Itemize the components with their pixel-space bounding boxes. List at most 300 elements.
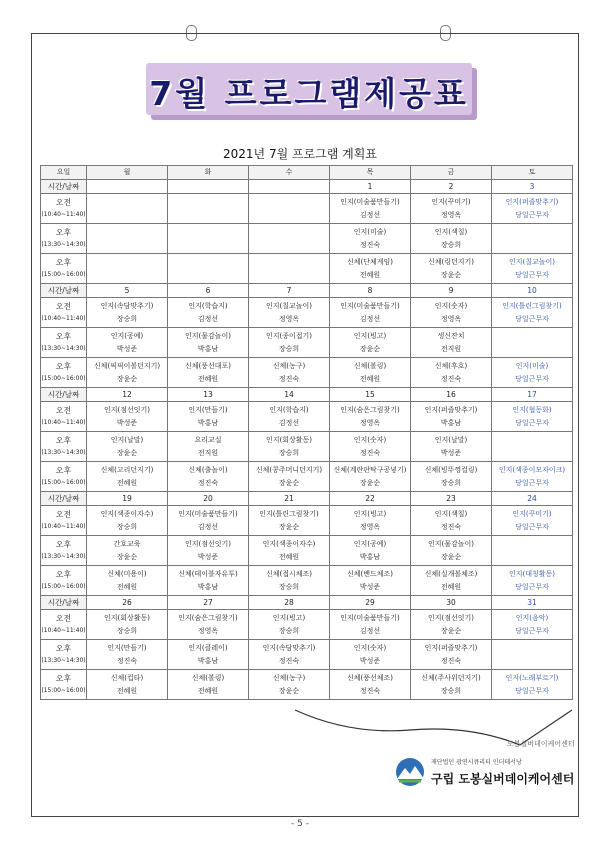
- slot-row: [41, 432, 573, 462]
- program-cell: [492, 194, 573, 224]
- program-activity: 인지(빙고): [353, 509, 387, 518]
- program-teacher: 장윤순: [359, 478, 381, 487]
- slot-label: [41, 402, 87, 432]
- slot-label: [41, 298, 87, 328]
- program-teacher: 정진숙: [440, 374, 462, 383]
- program-teacher: 김정선: [359, 314, 381, 323]
- program-teacher: 정진숙: [197, 478, 219, 487]
- program-activity: 인지(숨은그림찾기): [178, 613, 238, 622]
- program-cell: [411, 402, 492, 432]
- date-cell: 29: [330, 596, 411, 610]
- program-activity: 인지(점선잇기): [103, 405, 151, 414]
- program-teacher: 박성준: [116, 418, 138, 427]
- banner-title: 7월 프로그램제공표: [149, 74, 469, 113]
- slot-label: [41, 640, 87, 670]
- date-row-label: 시간/날짜: [41, 180, 87, 194]
- program-activity: 인지(퍼즐맞추기): [505, 197, 559, 206]
- date-cell: 28: [249, 596, 330, 610]
- program-activity: 인지(날말): [110, 435, 144, 444]
- program-cell: [87, 298, 168, 328]
- program-cell: [492, 328, 573, 358]
- program-cell: [87, 610, 168, 640]
- program-activity: 인지(음악): [515, 613, 549, 622]
- date-cell: 17: [492, 388, 573, 402]
- date-row: [41, 492, 573, 506]
- program-teacher: 장윤순: [278, 522, 300, 531]
- program-activity: 인지(회상활동): [265, 435, 313, 444]
- program-teacher: 박성준: [440, 448, 462, 457]
- program-teacher: 당일근무자: [515, 374, 549, 383]
- program-cell: [249, 610, 330, 640]
- program-teacher: 당일근무자: [515, 686, 549, 695]
- program-teacher: 전혜원: [278, 552, 300, 561]
- program-activity: 간호교육: [113, 539, 141, 548]
- date-cell: 13: [168, 388, 249, 402]
- date-cell: 24: [492, 492, 573, 506]
- slot-label: [41, 432, 87, 462]
- program-cell: [87, 224, 168, 254]
- slot-name: 오후: [55, 644, 72, 653]
- program-teacher: 정영옥: [440, 314, 462, 323]
- date-cell: 19: [87, 492, 168, 506]
- header-day: 수: [249, 166, 330, 180]
- program-teacher: 장윤순: [116, 374, 138, 383]
- slot-row: [41, 462, 573, 492]
- program-activity: 인지(미술): [515, 361, 549, 370]
- program-activity: 신체(풍선체조): [346, 673, 394, 682]
- date-row: [41, 388, 573, 402]
- date-row-label: 시간/날짜: [41, 284, 87, 298]
- program-teacher: 박성준: [197, 552, 219, 561]
- slot-row: [41, 610, 573, 640]
- date-cell: [168, 180, 249, 194]
- slot-name: 오후: [55, 332, 72, 341]
- header-day: 목: [330, 166, 411, 180]
- program-cell: [411, 254, 492, 284]
- program-teacher: 전직원: [197, 448, 219, 457]
- program-teacher: 당일근무자: [515, 210, 549, 219]
- slot-row: [41, 328, 573, 358]
- slot-name: 오전: [55, 510, 72, 519]
- slot-time: (15:00~16:00): [41, 271, 86, 278]
- program-cell: [249, 506, 330, 536]
- program-activity: 신체(접시체조): [265, 569, 313, 578]
- slot-row: [41, 194, 573, 224]
- program-cell: [87, 640, 168, 670]
- date-row-label: 시간/날짜: [41, 388, 87, 402]
- date-cell: 3: [492, 180, 573, 194]
- program-teacher: 김정선: [197, 314, 219, 323]
- program-teacher: 김정선: [359, 626, 381, 635]
- slot-row: [41, 506, 573, 536]
- slot-name: 오전: [55, 302, 72, 311]
- program-activity: 신체(볼링): [353, 361, 387, 370]
- program-activity: 신체(단체게임): [346, 257, 394, 266]
- program-teacher: 당일근무자: [515, 582, 549, 591]
- page-number: - 5 -: [291, 819, 309, 829]
- program-activity: 신체(출놀이): [188, 465, 228, 474]
- program-cell: [411, 462, 492, 492]
- program-teacher: 장승희: [116, 522, 138, 531]
- program-teacher: 장승희: [278, 626, 300, 635]
- header-day: 금: [411, 166, 492, 180]
- program-activity: 생신잔치: [437, 331, 465, 340]
- program-activity: 인지(노래부르기): [505, 673, 559, 682]
- program-activity: 신체(볼링): [191, 673, 225, 682]
- program-activity: 신체(주사위던지기): [421, 673, 481, 682]
- slot-row: [41, 566, 573, 596]
- program-cell: [87, 358, 168, 388]
- slot-name: 오후: [55, 466, 72, 475]
- program-cell: [492, 506, 573, 536]
- program-activity: 인지(학습지): [269, 405, 309, 414]
- program-teacher: 전혜원: [116, 686, 138, 695]
- program-activity: 인지(미술품만들기): [340, 613, 400, 622]
- program-cell: [492, 566, 573, 596]
- slot-label: [41, 462, 87, 492]
- program-cell: [168, 566, 249, 596]
- program-activity: 인지(공예): [353, 539, 387, 548]
- program-activity: 인지(꾸미기): [512, 509, 552, 518]
- program-cell: [411, 298, 492, 328]
- program-teacher: 정영옥: [359, 522, 381, 531]
- program-cell: [87, 432, 168, 462]
- program-activity: 인지(빙고): [353, 331, 387, 340]
- date-cell: 26: [87, 596, 168, 610]
- program-activity: 신체(후호): [434, 361, 468, 370]
- slot-name: 오후: [55, 436, 72, 445]
- program-cell: [330, 506, 411, 536]
- program-activity: 인지(숫자): [353, 643, 387, 652]
- program-teacher: 장승희: [440, 240, 462, 249]
- program-teacher: 전혜원: [197, 374, 219, 383]
- date-row-label: 시간/날짜: [41, 596, 87, 610]
- header-row: [41, 166, 573, 180]
- program-cell: [411, 328, 492, 358]
- program-cell: [249, 328, 330, 358]
- slot-row: [41, 402, 573, 432]
- slot-time: (13:30~14:30): [41, 657, 86, 664]
- date-cell: [249, 180, 330, 194]
- date-row-label: 시간/날짜: [41, 492, 87, 506]
- slot-label: [41, 670, 87, 700]
- program-teacher: 장승희: [440, 686, 462, 695]
- slot-name: 오후: [55, 362, 72, 371]
- program-teacher: 정진숙: [278, 374, 300, 383]
- center-name-note: 도봉실버데이케어센터: [507, 740, 575, 748]
- date-cell: 2: [411, 180, 492, 194]
- program-cell: [330, 640, 411, 670]
- table-title: 2021년 7월 프로그램 계획표: [223, 147, 377, 161]
- program-cell: [87, 254, 168, 284]
- program-cell: [411, 610, 492, 640]
- program-cell: [330, 254, 411, 284]
- program-cell: [168, 358, 249, 388]
- date-cell: 12: [87, 388, 168, 402]
- slot-name: 오후: [55, 570, 72, 579]
- program-activity: 신체(컵타): [110, 673, 144, 682]
- program-cell: [411, 224, 492, 254]
- program-activity: 인지(속담맞추기): [100, 301, 154, 310]
- program-activity: 인지(빙고): [272, 613, 306, 622]
- slot-name: 오전: [55, 406, 72, 415]
- program-teacher: 정진숙: [359, 448, 381, 457]
- program-cell: [168, 298, 249, 328]
- schedule-table: [40, 165, 573, 700]
- program-cell: [411, 536, 492, 566]
- program-cell: [87, 536, 168, 566]
- program-teacher: 당일근무자: [515, 418, 549, 427]
- program-teacher: 장윤순: [359, 344, 381, 353]
- program-cell: [168, 670, 249, 700]
- program-teacher: 장승희: [278, 448, 300, 457]
- program-cell: [330, 610, 411, 640]
- program-cell: [330, 462, 411, 492]
- program-cell: [330, 194, 411, 224]
- program-cell: [411, 358, 492, 388]
- program-teacher: 전혜원: [440, 582, 462, 591]
- program-cell: [249, 224, 330, 254]
- slot-name: 오후: [55, 540, 72, 549]
- program-cell: [249, 358, 330, 388]
- program-teacher: 정진숙: [278, 656, 300, 665]
- program-teacher: 당일근무자: [515, 522, 549, 531]
- program-teacher: 박홍남: [197, 344, 219, 353]
- slot-time: (15:00~16:00): [41, 687, 86, 694]
- program-teacher: 장윤순: [440, 270, 462, 279]
- program-activity: 인지(칠교놀이): [265, 301, 313, 310]
- program-activity: 인지(미술품만들기): [340, 301, 400, 310]
- slot-name: 오전: [55, 614, 72, 623]
- program-activity: 인지(속담맞추기): [262, 643, 316, 652]
- program-teacher: 장승희: [278, 344, 300, 353]
- program-cell: [168, 432, 249, 462]
- program-activity: 신체(계란판탁구공넣기): [333, 465, 407, 474]
- program-cell: [168, 402, 249, 432]
- date-row: [41, 596, 573, 610]
- program-cell: [168, 640, 249, 670]
- date-cell: 21: [249, 492, 330, 506]
- header-corner: 요일: [41, 166, 87, 180]
- program-teacher: 당일근무자: [515, 478, 549, 487]
- date-cell: 31: [492, 596, 573, 610]
- program-activity: 인지(틀린그림찾기): [259, 509, 319, 518]
- program-teacher: 박홍남: [197, 418, 219, 427]
- program-teacher: 전혜원: [359, 374, 381, 383]
- program-teacher: 정영옥: [359, 418, 381, 427]
- program-cell: [87, 402, 168, 432]
- program-activity: 신체(고리던지기): [100, 465, 154, 474]
- program-activity: 인지(색칠): [434, 227, 468, 236]
- program-activity: 인지(칠교놀이): [508, 257, 556, 266]
- program-teacher: 정진숙: [116, 656, 138, 665]
- program-teacher: 박성준: [116, 344, 138, 353]
- program-cell: [330, 402, 411, 432]
- program-teacher: 전혜원: [197, 686, 219, 695]
- program-activity: 인지(미술): [353, 227, 387, 236]
- program-activity: 신체(풍선대포): [184, 361, 232, 370]
- program-cell: [492, 358, 573, 388]
- program-cell: [492, 254, 573, 284]
- slot-row: [41, 254, 573, 284]
- program-activity: 인지(숨은그림찾기): [340, 405, 400, 414]
- program-activity: 인지(만들기): [107, 643, 147, 652]
- program-cell: [168, 610, 249, 640]
- program-cell: [411, 432, 492, 462]
- program-activity: 인지(클레이): [188, 643, 228, 652]
- program-cell: [87, 328, 168, 358]
- program-activity: 인지(색종이모자이크): [498, 465, 566, 474]
- slot-time: (10:40~11:40): [41, 419, 86, 426]
- program-teacher: 장윤순: [116, 448, 138, 457]
- slot-time: (13:30~14:30): [41, 345, 86, 352]
- program-activity: 인지(만들기): [188, 405, 228, 414]
- program-activity: 인지(퍼즐맞추기): [424, 405, 478, 414]
- header-day: 화: [168, 166, 249, 180]
- mountain-logo-icon: [393, 757, 427, 787]
- date-cell: [87, 180, 168, 194]
- program-activity: 요리교실: [194, 435, 222, 444]
- program-activity: 인지(점선잇기): [427, 613, 475, 622]
- program-teacher: 박홍남: [359, 552, 381, 561]
- slot-label: [41, 194, 87, 224]
- date-cell: 7: [249, 284, 330, 298]
- program-cell: [249, 254, 330, 284]
- program-cell: [249, 402, 330, 432]
- title-banner: [146, 63, 472, 115]
- program-cell: [87, 506, 168, 536]
- date-cell: 1: [330, 180, 411, 194]
- program-cell: [492, 536, 573, 566]
- program-cell: [168, 536, 249, 566]
- program-teacher: 전혜원: [359, 270, 381, 279]
- header-day: 월: [87, 166, 168, 180]
- program-activity: 인지(꾸미기): [431, 197, 471, 206]
- program-cell: [249, 432, 330, 462]
- slot-row: [41, 298, 573, 328]
- slot-name: 오전: [55, 198, 72, 207]
- slot-label: [41, 506, 87, 536]
- slot-label: [41, 536, 87, 566]
- program-cell: [330, 328, 411, 358]
- program-teacher: 박홍남: [197, 582, 219, 591]
- program-cell: [492, 462, 573, 492]
- program-cell: [330, 536, 411, 566]
- program-cell: [330, 298, 411, 328]
- program-teacher: 박성준: [359, 582, 381, 591]
- program-teacher: 박홍남: [440, 418, 462, 427]
- program-cell: [411, 506, 492, 536]
- program-cell: [168, 224, 249, 254]
- slot-time: (10:40~11:40): [41, 211, 86, 218]
- program-activity: 인지(숫자): [353, 435, 387, 444]
- program-activity: 신체(링던지기): [427, 257, 475, 266]
- program-teacher: 장윤순: [278, 478, 300, 487]
- date-cell: 8: [330, 284, 411, 298]
- date-cell: 10: [492, 284, 573, 298]
- program-activity: 인지(숫자): [434, 301, 468, 310]
- slot-time: (13:30~14:30): [41, 241, 86, 248]
- program-activity: 인지(협동화): [512, 405, 552, 414]
- program-teacher: 장윤순: [440, 552, 462, 561]
- program-cell: [492, 224, 573, 254]
- slot-name: 오후: [55, 674, 72, 683]
- slot-label: [41, 328, 87, 358]
- program-activity: 인지(미술품만들기): [340, 197, 400, 206]
- program-cell: [330, 358, 411, 388]
- date-cell: 30: [411, 596, 492, 610]
- program-teacher: 정진숙: [440, 656, 462, 665]
- date-row: [41, 180, 573, 194]
- program-activity: 인지(대칭활동): [508, 569, 556, 578]
- program-activity: 신체(콩주머니던지기): [255, 465, 323, 474]
- program-teacher: 당일근무자: [515, 626, 549, 635]
- logo-sub-text: 재단법인 광연시큐리티 인더테서낭: [431, 759, 522, 766]
- program-activity: 인지(날말): [434, 435, 468, 444]
- slot-time: (10:40~11:40): [41, 627, 86, 634]
- header-day: 토: [492, 166, 573, 180]
- slot-time: (13:30~14:30): [41, 449, 86, 456]
- program-cell: [168, 328, 249, 358]
- program-teacher: 전혜원: [116, 582, 138, 591]
- organization-logo: [393, 757, 573, 805]
- slot-row: [41, 224, 573, 254]
- slot-label: [41, 610, 87, 640]
- program-teacher: 박성준: [359, 656, 381, 665]
- slot-time: (15:00~16:00): [41, 375, 86, 382]
- program-teacher: 김정선: [197, 522, 219, 531]
- date-row: [41, 284, 573, 298]
- program-teacher: 전혜원: [116, 478, 138, 487]
- program-teacher: 당일근무자: [515, 314, 549, 323]
- program-activity: 인지(물감놀이): [184, 331, 232, 340]
- program-teacher: 정진숙: [359, 686, 381, 695]
- program-cell: [249, 536, 330, 566]
- program-cell: [492, 610, 573, 640]
- program-teacher: 김정선: [359, 210, 381, 219]
- program-activity: 신체(빙뚜껑컬링): [424, 465, 478, 474]
- program-teacher: 정진숙: [440, 522, 462, 531]
- program-cell: [249, 566, 330, 596]
- slot-label: [41, 358, 87, 388]
- program-cell: [168, 462, 249, 492]
- program-cell: [330, 432, 411, 462]
- program-cell: [411, 640, 492, 670]
- program-teacher: 정진숙: [359, 240, 381, 249]
- slot-time: (13:30~14:30): [41, 553, 86, 560]
- program-activity: 신체(테이블자유투): [178, 569, 238, 578]
- program-cell: [411, 566, 492, 596]
- slot-name: 오후: [55, 258, 72, 267]
- program-cell: [249, 194, 330, 224]
- program-cell: [249, 298, 330, 328]
- program-teacher: 장승희: [278, 582, 300, 591]
- slot-name: 오후: [55, 228, 72, 237]
- program-teacher: 당일근무자: [515, 270, 549, 279]
- program-activity: 인지(종이접기): [265, 331, 313, 340]
- program-cell: [330, 566, 411, 596]
- program-teacher: 장윤순: [440, 626, 462, 635]
- program-activity: 인지(색종이자수): [262, 539, 316, 548]
- program-teacher: 장승희: [440, 478, 462, 487]
- program-teacher: 박홍남: [197, 656, 219, 665]
- program-activity: 인지(색종이자수): [100, 509, 154, 518]
- program-activity: 인지(색칠): [434, 509, 468, 518]
- program-cell: [249, 462, 330, 492]
- program-teacher: 장윤순: [278, 686, 300, 695]
- date-cell: 15: [330, 388, 411, 402]
- program-teacher: 정영옥: [440, 210, 462, 219]
